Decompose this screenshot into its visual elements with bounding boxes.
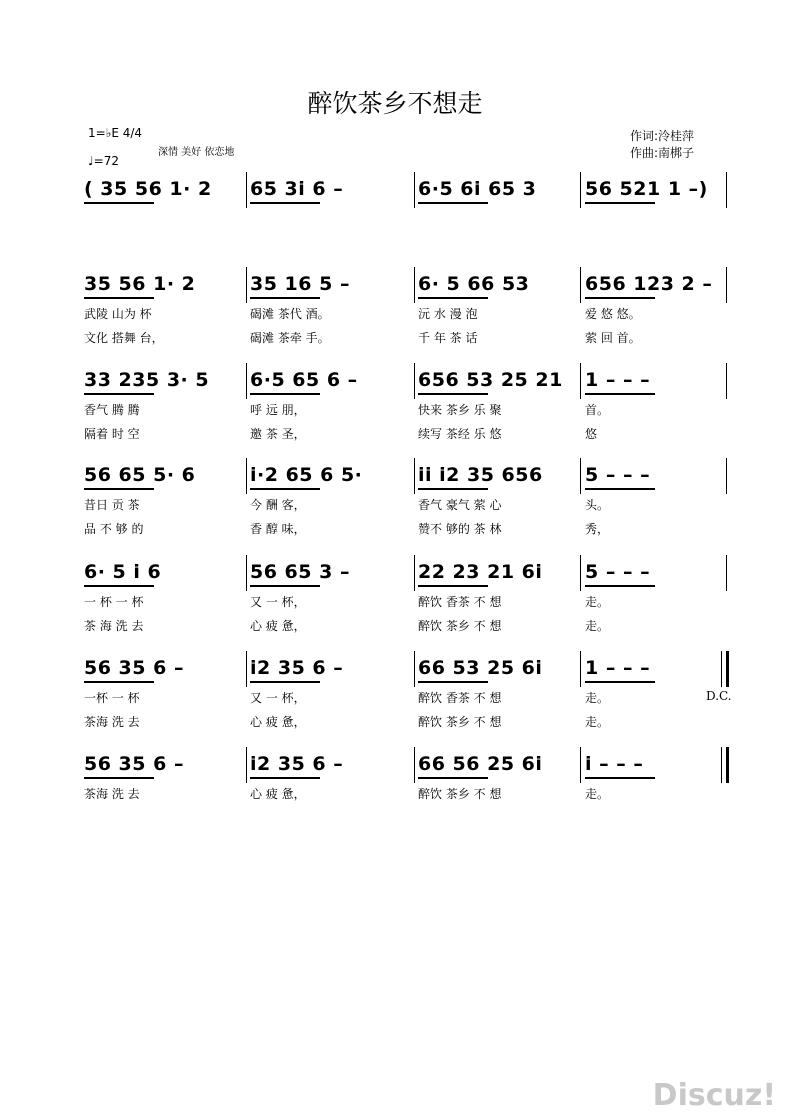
measure-notes: i2 35 6 –	[250, 657, 344, 679]
lyric-segment: 赞不 够的 茶 林	[418, 522, 502, 536]
lyric-segment: 品 不 够 的	[84, 522, 144, 536]
key-signature: 1=♭E 4/4	[88, 126, 143, 140]
beam-line	[84, 681, 154, 683]
barline	[246, 172, 247, 208]
barline	[580, 267, 581, 303]
measure-notes: 1 – – –	[585, 369, 651, 391]
expression-marking: 深情 美好 依恋地	[158, 147, 235, 158]
beam-line	[585, 297, 655, 299]
barline	[246, 458, 247, 494]
lyric-segment: 香气 腾 腾	[84, 403, 140, 417]
measure-notes: ( 35 56 1· 2	[84, 178, 212, 200]
lyric-segment: 心 疲 惫，	[250, 787, 306, 801]
beam-line	[84, 202, 154, 204]
measure-notes: 33 235 3· 5	[84, 369, 210, 391]
measure-notes: i – – –	[585, 753, 644, 775]
lyric-segment: 爱 悠 悠。	[585, 307, 641, 321]
beam-line	[84, 585, 154, 587]
measure-notes: 5 – – –	[585, 561, 651, 583]
measure-notes: 56 35 6 –	[84, 753, 184, 775]
barline	[414, 458, 415, 494]
measure-notes: 1 – – –	[585, 657, 651, 679]
barline	[580, 363, 581, 399]
lyric-segment: 又 一 杯，	[250, 595, 306, 609]
barline	[246, 651, 247, 687]
measure-notes: 56 65 5· 6	[84, 464, 196, 486]
barline	[726, 555, 727, 591]
lyric-segment: 醉饮 茶乡 不 想	[418, 715, 502, 729]
measure-notes: 5 – – –	[585, 464, 651, 486]
beam-line	[418, 488, 488, 490]
lyric-segment: 沅 水 漫 泡	[418, 307, 478, 321]
measure-notes: 35 56 1· 2	[84, 273, 196, 295]
tempo-marking: ♩=72	[88, 154, 119, 168]
lyric-segment: 头。	[585, 498, 610, 512]
measure-notes: 6·5 65 6 –	[250, 369, 358, 391]
lyric-segment: 走。	[585, 787, 610, 801]
beam-line	[250, 585, 320, 587]
lyric-segment: 醉饮 香茶 不 想	[418, 691, 502, 705]
measure-notes: 22 23 21 6i	[418, 561, 543, 583]
lyric-segment: 文化 搭舞 台，	[84, 331, 164, 345]
beam-line	[418, 393, 488, 395]
lyric-segment: 心 疲 惫，	[250, 619, 306, 633]
lyricist-credit: 作词:泠桂萍	[630, 129, 695, 143]
barline	[726, 458, 727, 494]
lyric-segment: 隔着 时 空	[84, 427, 140, 441]
barline	[246, 363, 247, 399]
lyric-segment: 续写 茶经 乐 悠	[418, 427, 502, 441]
lyric-segment: 香气 豪气 萦 心	[418, 498, 502, 512]
lyric-segment: 醉饮 茶乡 不 想	[418, 787, 502, 801]
lyric-segment: 首。	[585, 403, 610, 417]
measure-notes: 56 521 1 –)	[585, 178, 708, 200]
lyric-segment: 走。	[585, 715, 610, 729]
lyric-segment: 走。	[585, 595, 610, 609]
lyric-segment: 一杯 一 杯	[84, 691, 140, 705]
barline	[580, 172, 581, 208]
beam-line	[585, 488, 655, 490]
measure-notes: 6·5 6i 65 3	[418, 178, 537, 200]
final-barline	[726, 651, 729, 687]
measure-notes: 656 53 25 21	[418, 369, 563, 391]
beam-line	[84, 393, 154, 395]
da-capo-mark: D.C.	[706, 689, 732, 703]
barline	[414, 555, 415, 591]
measure-notes: 66 56 25 6i	[418, 753, 543, 775]
lyric-segment: 醉饮 香茶 不 想	[418, 595, 502, 609]
beam-line	[84, 777, 154, 779]
measure-notes: 6· 5 66 53	[418, 273, 530, 295]
lyric-segment: 邀 茶 圣，	[250, 427, 306, 441]
barline	[580, 458, 581, 494]
lyric-segment: 茶 海 洗 去	[84, 619, 144, 633]
barline	[414, 172, 415, 208]
lyric-segment: 茶海 洗 去	[84, 787, 140, 801]
measure-notes: 35 16 5 –	[250, 273, 350, 295]
beam-line	[585, 777, 655, 779]
beam-line	[84, 488, 154, 490]
barline	[721, 747, 722, 783]
lyric-segment: 一 杯 一 杯	[84, 595, 144, 609]
beam-line	[418, 681, 488, 683]
measure-notes: i2 35 6 –	[250, 753, 344, 775]
forum-watermark: Discuz!	[652, 1078, 776, 1113]
beam-line	[418, 297, 488, 299]
barline	[726, 172, 727, 208]
lyric-segment: 碣滩 茶牵 手。	[250, 331, 330, 345]
beam-line	[418, 777, 488, 779]
barline	[246, 747, 247, 783]
lyric-segment: 悠	[585, 427, 598, 441]
beam-line	[585, 393, 655, 395]
lyric-segment: 武陵 山为 杯	[84, 307, 152, 321]
measure-notes: i·2 65 6 5·	[250, 464, 363, 486]
lyric-segment: 碣滩 茶代 酒。	[250, 307, 330, 321]
barline	[580, 555, 581, 591]
lyric-segment: 呼 远 朋，	[250, 403, 306, 417]
lyric-segment: 快来 茶乡 乐 聚	[418, 403, 502, 417]
lyric-segment: 萦 回 首。	[585, 331, 641, 345]
lyric-segment: 昔日 贡 茶	[84, 498, 140, 512]
barline	[414, 267, 415, 303]
lyric-segment: 茶海 洗 去	[84, 715, 140, 729]
beam-line	[250, 488, 320, 490]
beam-line	[250, 681, 320, 683]
beam-line	[585, 681, 655, 683]
lyric-segment: 心 疲 惫，	[250, 715, 306, 729]
beam-line	[250, 297, 320, 299]
beam-line	[250, 202, 320, 204]
beam-line	[418, 202, 488, 204]
lyric-segment: 秀，	[585, 522, 610, 536]
measure-notes: ii i2 35 656	[418, 464, 543, 486]
composer-credit: 作曲:南梆子	[630, 146, 695, 160]
barline	[580, 651, 581, 687]
barline	[580, 747, 581, 783]
barline	[246, 267, 247, 303]
song-title: 醉饮茶乡不想走	[307, 89, 483, 118]
measure-notes: 66 53 25 6i	[418, 657, 543, 679]
measure-notes: 65 3i 6 –	[250, 178, 344, 200]
lyric-segment: 醉饮 茶乡 不 想	[418, 619, 502, 633]
barline	[414, 363, 415, 399]
beam-line	[250, 777, 320, 779]
measure-notes: 6· 5 i 6	[84, 561, 162, 583]
measure-notes: 56 35 6 –	[84, 657, 184, 679]
measure-notes: 56 65 3 –	[250, 561, 350, 583]
barline	[726, 363, 727, 399]
lyric-segment: 又 一 杯，	[250, 691, 306, 705]
lyric-segment: 香 醇 味，	[250, 522, 306, 536]
lyric-segment: 今 酬 客，	[250, 498, 306, 512]
beam-line	[84, 297, 154, 299]
beam-line	[585, 585, 655, 587]
barline	[414, 651, 415, 687]
barline	[726, 267, 727, 303]
lyric-segment: 走。	[585, 691, 610, 705]
measure-notes: 656 123 2 –	[585, 273, 713, 295]
final-barline	[726, 747, 729, 783]
beam-line	[250, 393, 320, 395]
lyric-segment: 千 年 茶 话	[418, 331, 478, 345]
barline	[414, 747, 415, 783]
beam-line	[585, 202, 655, 204]
lyric-segment: 走。	[585, 619, 610, 633]
barline	[246, 555, 247, 591]
beam-line	[418, 585, 488, 587]
barline	[721, 651, 722, 687]
